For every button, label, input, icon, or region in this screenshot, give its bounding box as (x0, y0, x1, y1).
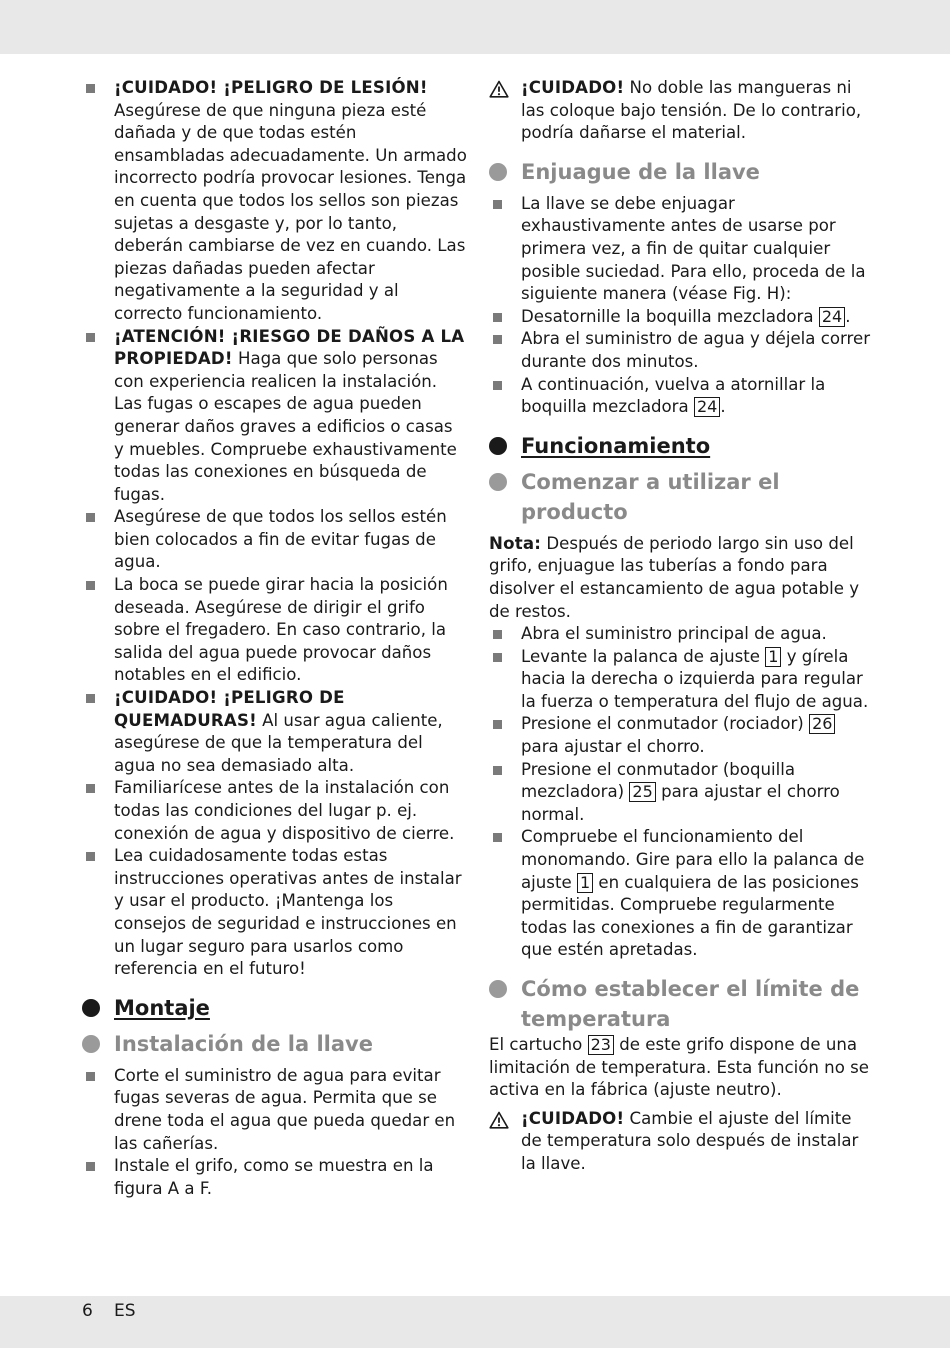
bullet-circle-icon (489, 980, 507, 998)
bullet-square-icon (86, 1162, 95, 1171)
list-item: Compruebe el funcionamiento del monomando. Gire para ello la palanca de ajuste 1 en cualquiera de las posiciones permitidas. Compruebe regularmente todas las conexiones a fin de garantizar que estén apretadas. (489, 826, 874, 962)
list-item-text: Haga que solo personas con experiencia realicen la instalación. Las fugas o escapes de agua pueden generar daños graves a edificios o casas y muebles. Compruebe exhaustivamente todas las conexiones en búsqueda de fugas. (114, 349, 457, 504)
bullet-square-icon (86, 84, 95, 93)
bullet-square-icon (493, 766, 502, 775)
bullet-square-icon (493, 200, 502, 209)
list-item (489, 328, 874, 373)
bullet-square-icon (493, 630, 502, 639)
bullet-circle-icon (82, 999, 100, 1017)
subsection-heading-instalacion: Instalación de la llave (82, 1029, 467, 1059)
list-item: Presione el conmutador (boquilla mezcladora) 25 para ajustar el chorro normal. (489, 759, 874, 827)
list-item-text: Instale el grifo, como se muestra en la figura A a F. (114, 1156, 434, 1198)
warning-label: ¡CUIDADO! (521, 78, 625, 97)
note-paragraph: Nota: Después de periodo largo sin uso del grifo, enjuague las tuberías a fondo para disolver el estancamiento de agua potable y de restos. (489, 533, 860, 621)
warning-label: ¡ATENCIÓN! ¡RIESGO DE DAÑOS A LA PROPIEDAD! (114, 326, 465, 369)
list-item-text: La llave se debe enjuagar exhaustivamente antes de usarse por primera vez, a fin de quitar cualquier posible suciedad. Para ello, proceda de la siguiente manera (véase Fig. H): (521, 193, 866, 304)
list-item: Desatornille la boquilla mezcladora 24 . (489, 306, 874, 329)
language-code: ES (114, 1301, 136, 1321)
warning-triangle-icon (489, 1111, 509, 1129)
list-item (82, 77, 467, 326)
list-item (82, 845, 467, 981)
list-item (489, 193, 874, 306)
part-reference: 25 (629, 782, 655, 802)
list-item (489, 623, 874, 646)
bullet-square-icon (86, 333, 95, 342)
bullet-square-icon (86, 581, 95, 590)
bullet-circle-icon (489, 437, 507, 455)
right-column (489, 77, 874, 1176)
footer-band (0, 1296, 950, 1348)
part-reference: 24 (819, 307, 845, 327)
part-reference: 26 (809, 714, 835, 734)
list-item (82, 777, 467, 845)
caution-note (489, 1108, 874, 1176)
section-heading-montaje: Montaje (82, 993, 467, 1023)
bullet-square-icon (493, 381, 502, 390)
list-item (82, 506, 467, 574)
bullet-square-icon (86, 694, 95, 703)
list-item: A continuación, vuelva a atornillar la boquilla mezcladora 24 . (489, 374, 874, 419)
caution-text: Cambie el ajuste del límite de temperatura solo después de instalar la llave. (521, 1108, 859, 1173)
bullet-circle-icon (489, 473, 507, 491)
part-reference: 23 (588, 1035, 614, 1055)
left-column (82, 77, 467, 1200)
bullet-square-icon (493, 313, 502, 322)
warning-label: ¡CUIDADO! ¡PELIGRO DE LESIÓN! (114, 78, 428, 97)
page-number: 6 (82, 1301, 93, 1321)
bullet-square-icon (86, 513, 95, 522)
bullet-square-icon (86, 784, 95, 793)
caution-text: No doble las mangueras ni las coloque bajo tensión. De lo contrario, podría dañarse el material. (521, 78, 862, 143)
bullet-circle-icon (82, 1035, 100, 1053)
part-reference: 24 (694, 397, 720, 417)
section-heading-funcionamiento: Funcionamiento (489, 431, 874, 461)
bullet-square-icon (86, 852, 95, 861)
bullet-square-icon (86, 1072, 95, 1081)
subsection-heading-enjuague: Enjuague de la llave (489, 157, 874, 187)
caution-note (489, 77, 874, 145)
list-item (82, 326, 467, 507)
top-band (0, 0, 950, 54)
list-item-text: Corte el suministro de agua para evitar fugas severas de agua. Permita que se drene toda el agua que pueda quedar en las cañerías. (114, 1065, 456, 1153)
list-item (82, 1065, 467, 1155)
bullet-circle-icon (489, 163, 507, 181)
list-item-text: La boca se puede girar hacia la posición deseada. Asegúrese de dirigir el grifo sobre el fregadero. En caso contrario, la salida del agua puede provocar daños notables en el edificio. (114, 575, 448, 685)
bullet-square-icon (493, 720, 502, 729)
list-item-text: Al usar agua caliente, asegúrese de que la temperatura del agua no sea demasiado alta. (114, 710, 443, 775)
warning-triangle-icon (489, 80, 509, 98)
subsection-heading-limite: Cómo establecer el límite de temperatura (489, 974, 874, 1034)
warning-label: ¡CUIDADO! (521, 1108, 625, 1128)
part-reference: 1 (765, 647, 781, 667)
list-item (82, 1155, 467, 1200)
part-reference: 1 (577, 873, 593, 893)
list-item-text: Lea cuidadosamente todas estas instrucciones operativas antes de instalar y usar el producto. ¡Mantenga los consejos de seguridad e instrucciones en un lugar seguro para usarlos como referencia en el futuro! (114, 846, 462, 979)
list-item-text: Asegúrese de que todos los sellos estén bien colocados a fin de evitar fugas de agua. (114, 507, 447, 572)
list-item: Presione el conmutador (rociador) 26 para ajustar el chorro. (489, 713, 874, 758)
subsection-heading-comenzar: Comenzar a utilizar el producto (489, 467, 874, 527)
list-item-text: Abra el suministro de agua y déjela correr durante dos minutos. (521, 329, 871, 371)
list-item (82, 687, 467, 777)
list-item (82, 574, 467, 687)
list-item-text: Asegúrese de que ninguna pieza esté dañada y de que todas estén ensambladas adecuadamente. Un armado incorrecto podría provocar lesiones. Tenga en cuenta que todos los sellos son piezas sujetas a desgaste y, por lo tanto, deberán cambiarse de vez en cuando. Las piezas dañadas pueden afectar negativamente a la seguridad y al correcto funcionamiento. (114, 100, 467, 323)
bullet-square-icon (493, 335, 502, 344)
bullet-square-icon (493, 653, 502, 662)
list-item: Levante la palanca de ajuste 1 y gírela hacia la derecha o izquierda para regular la fuerza o temperatura del flujo de agua. (489, 646, 874, 714)
list-item-text: Familiarícese antes de la instalación con todas las condiciones del lugar p. ej. conexión de agua y dispositivo de cierre. (114, 778, 455, 843)
warning-label: ¡CUIDADO! ¡PELIGRO DE QUEMADURAS! (114, 688, 345, 730)
bullet-square-icon (493, 833, 502, 842)
list-item-text: Abra el suministro principal de agua. (521, 624, 827, 644)
note-label: Nota: (489, 533, 542, 553)
cartridge-paragraph: El cartucho 23 de este grifo dispone de una limitación de temperatura. Esta función no se activa en la fábrica (ajuste neutro). (489, 1035, 869, 1100)
